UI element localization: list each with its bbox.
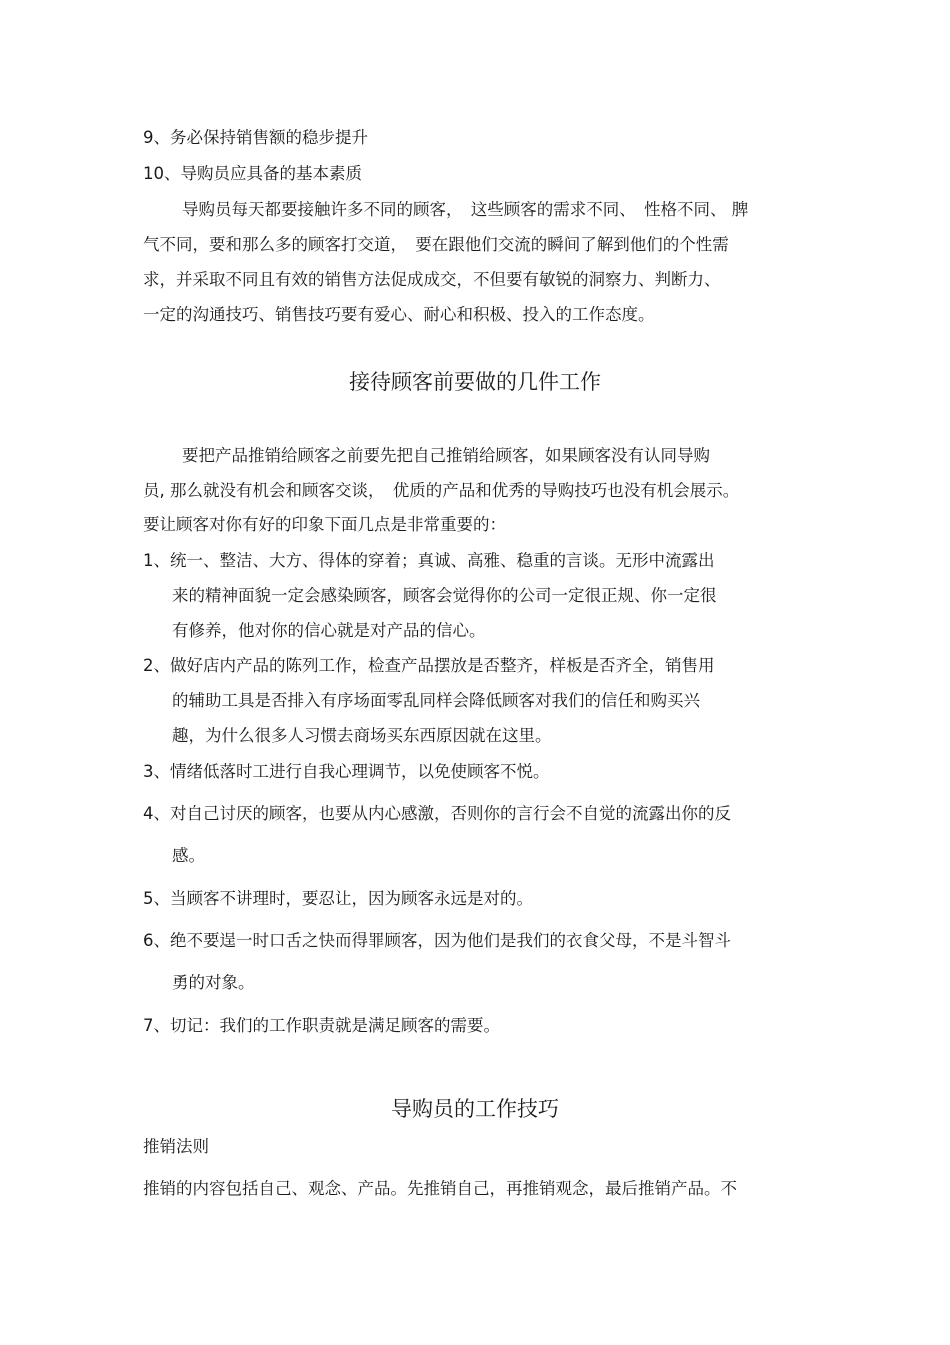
section1-paragraph-line: 要把产品推销给顾客之前要先把自己推销给顾客，如果顾客没有认同导购 bbox=[182, 446, 710, 465]
list-item-2: 2、做好店内产品的陈列工作，检查产品摆放是否整齐，样板是否齐全，销售用 bbox=[143, 656, 715, 675]
intro-paragraph-line: 气不同，要和那么多的顾客打交道， 要在跟他们交流的瞬间了解到他们的个性需 bbox=[143, 235, 729, 254]
section1-paragraph-line: 员, 那么就没有机会和顾客交谈， 优质的产品和优秀的导购技巧也没有机会展示。 bbox=[143, 481, 740, 500]
intro-paragraph-line: 求，并采取不同且有效的销售方法促成成交，不但要有敏锐的洞察力、判断力、 bbox=[143, 270, 721, 289]
section-heading: 接待顾客前要做的几件工作 bbox=[349, 370, 601, 394]
list-item-1-cont: 来的精神面貌一定会感染顾客，顾客会觉得你的公司一定很正规、你一定很 bbox=[172, 586, 717, 605]
intro-paragraph-line: 导购员每天都要接触许多不同的顾客， 这些顾客的需求不同、 性格不同、 脾 bbox=[182, 200, 749, 219]
list-item-6-cont: 勇的对象。 bbox=[172, 973, 255, 992]
list-item-4-cont: 感。 bbox=[172, 846, 205, 865]
list-item-9: 9、务必保持销售额的稳步提升 bbox=[143, 128, 368, 147]
section-heading: 导购员的工作技巧 bbox=[391, 1097, 559, 1121]
list-item-2-cont: 趣，为什么很多人习惯去商场买东西原因就在这里。 bbox=[172, 726, 552, 745]
list-item-6: 6、绝不要逞一时口舌之快而得罪顾客，因为他们是我们的衣食父母，不是斗智斗 bbox=[143, 931, 731, 950]
intro-paragraph-line: 一定的沟通技巧、销售技巧要有爱心、耐心和积极、投入的工作态度。 bbox=[143, 305, 655, 324]
section1-paragraph-line: 要让顾客对你有好的印象下面几点是非常重要的： bbox=[143, 515, 506, 534]
list-item-2-cont: 的辅助工具是否排入有序场面零乱同样会降低顾客对我们的信任和购买兴 bbox=[172, 691, 700, 710]
list-item-10: 10、导购员应具备的基本素质 bbox=[143, 164, 362, 183]
subsection-heading: 推销法则 bbox=[143, 1137, 209, 1156]
list-item-4: 4、对自己讨厌的顾客，也要从内心感激，否则你的言行会不自觉的流露出你的反 bbox=[143, 804, 731, 823]
list-item-3: 3、情绪低落时工进行自我心理调节，以免使顾客不悦。 bbox=[143, 762, 550, 781]
list-item-1-cont: 有修养，他对你的信心就是对产品的信心。 bbox=[172, 621, 486, 640]
list-item-1: 1、统一、整洁、大方、得体的穿着；真诚、高雅、稳重的言谈。无形中流露出 bbox=[143, 551, 715, 570]
list-item-5: 5、当顾客不讲理时，要忍让，因为顾客永远是对的。 bbox=[143, 889, 533, 908]
section2-paragraph-line: 推销的内容包括自己、观念、产品。先推销自己，再推销观念，最后推销产品。不 bbox=[143, 1179, 737, 1198]
list-item-7: 7、切记：我们的工作职责就是满足顾客的需要。 bbox=[143, 1016, 500, 1035]
